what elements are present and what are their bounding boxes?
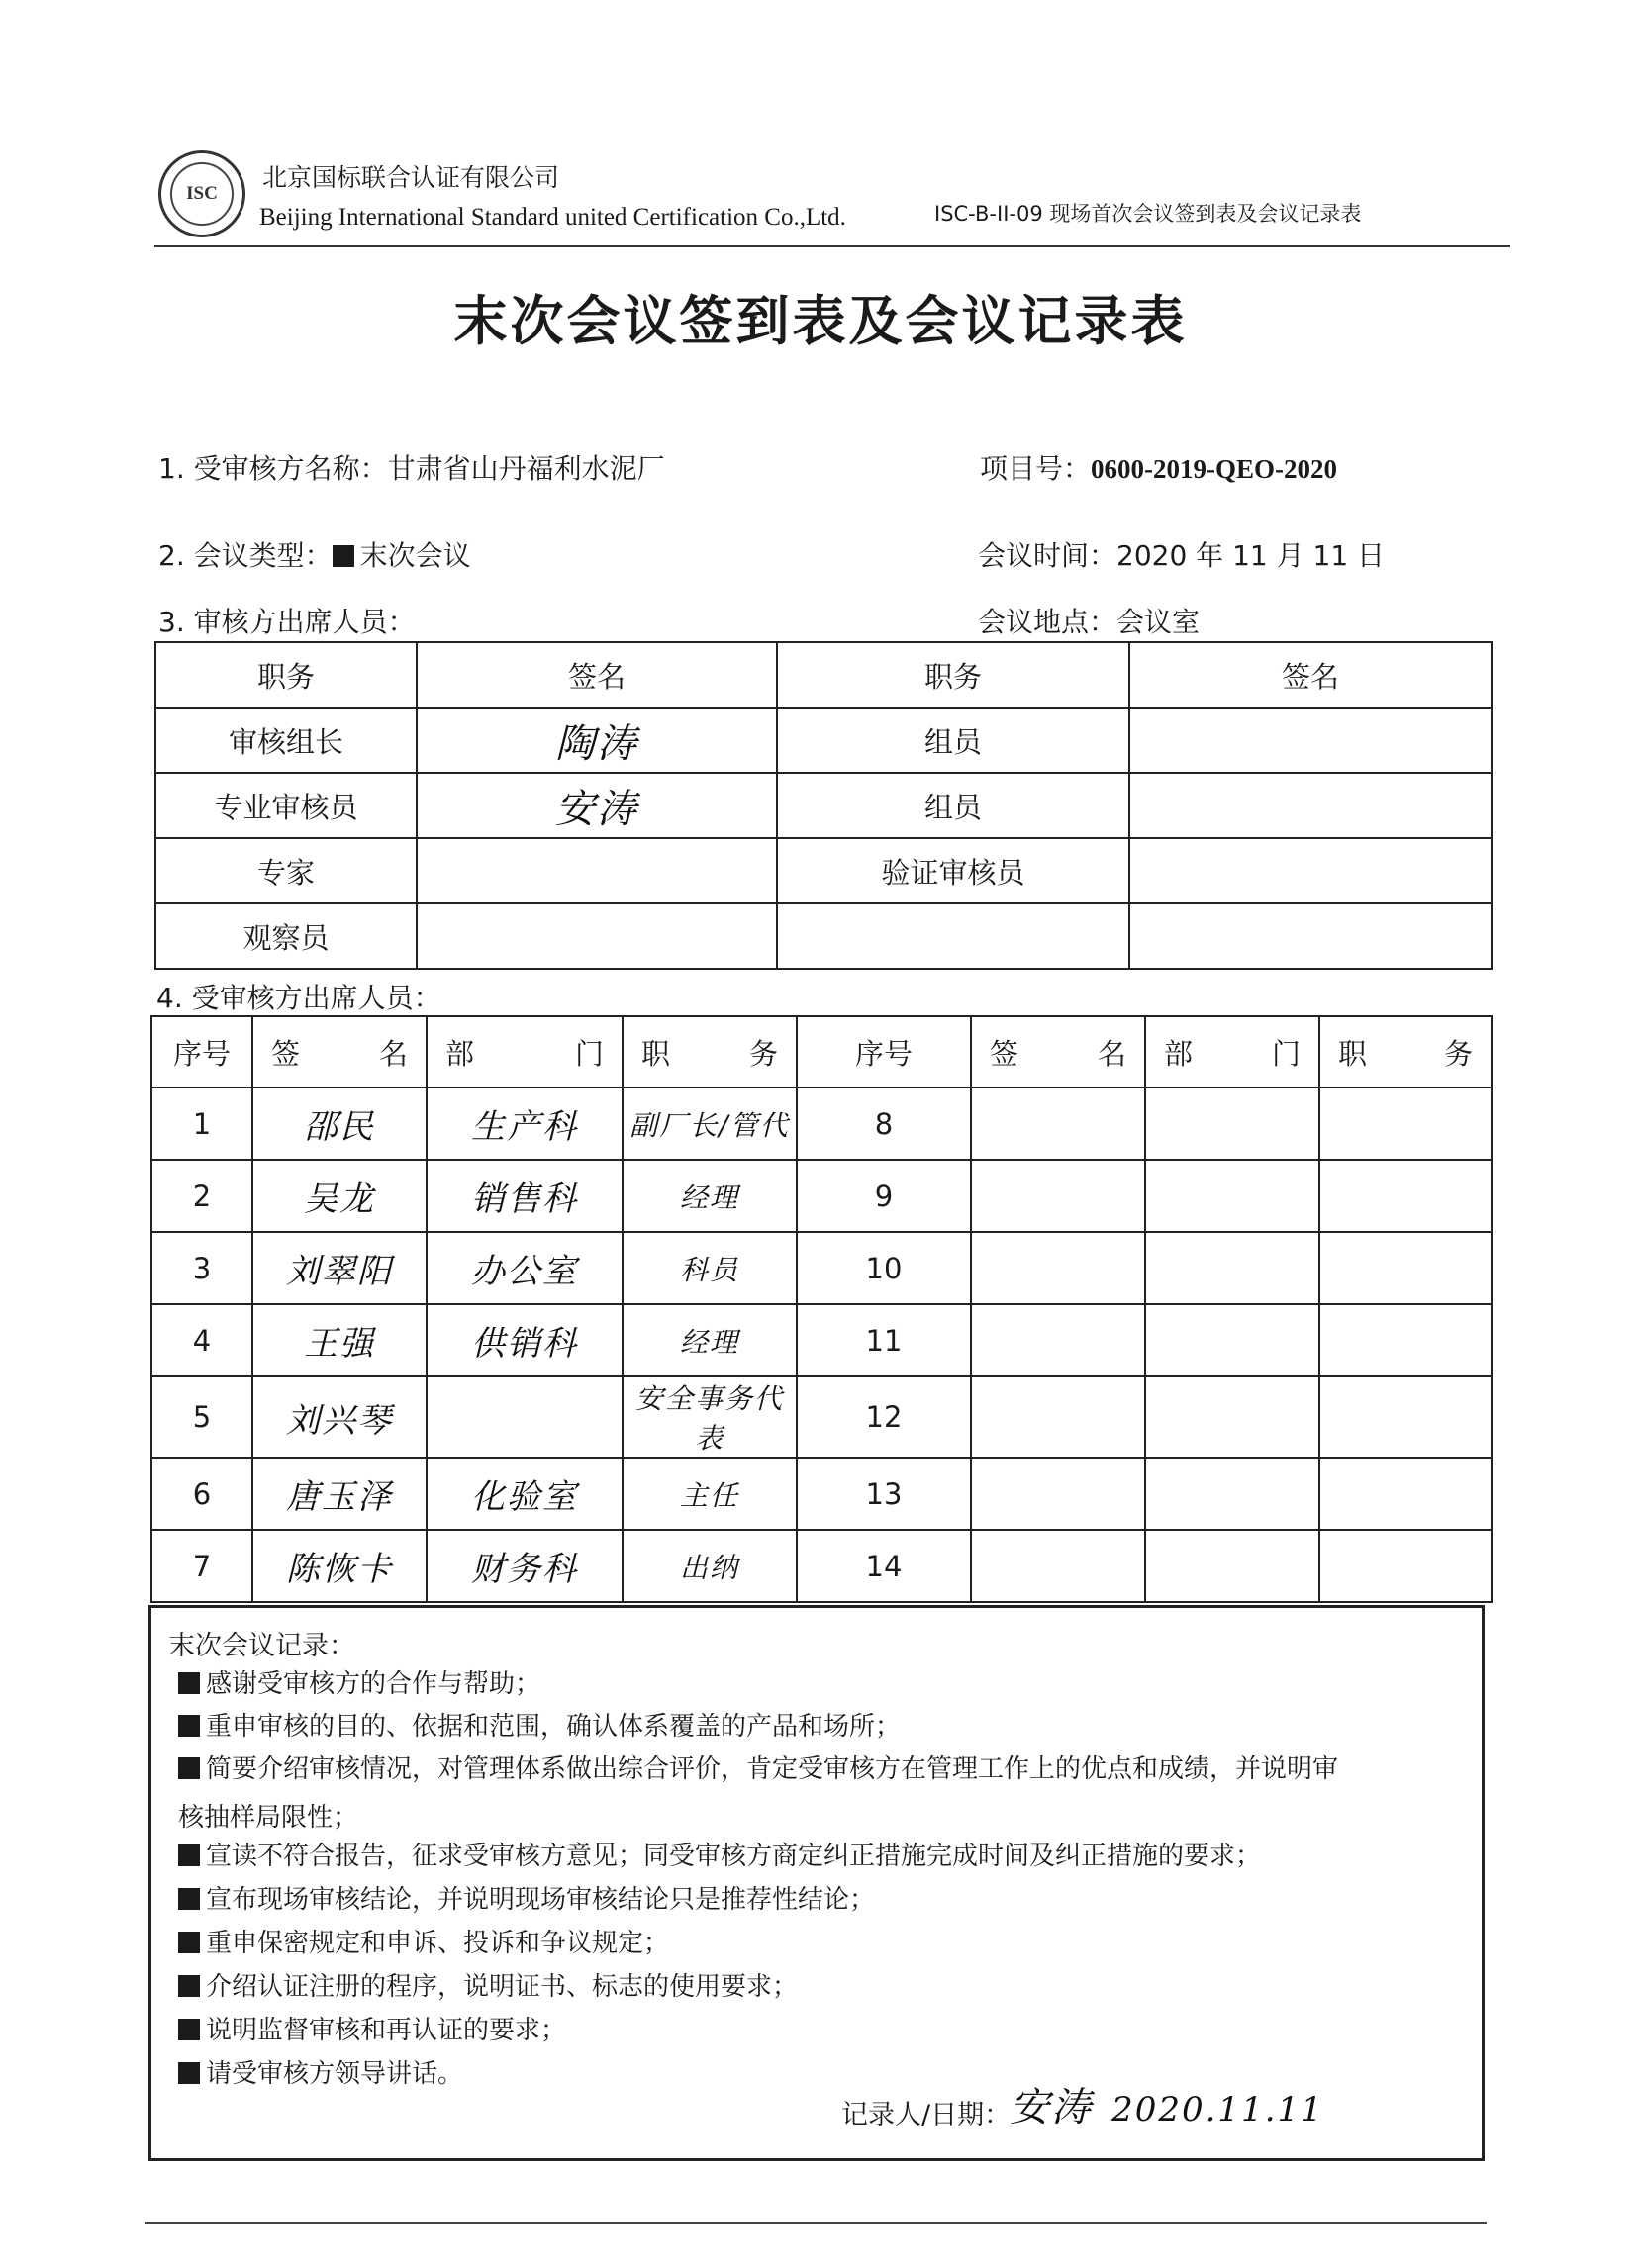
page-title: 末次会议签到表及会议记录表 [453, 290, 1188, 352]
signature-cell: 陶涛 [417, 708, 777, 773]
note-item [178, 1749, 1465, 1789]
auditee-value: 甘肃省山丹福利水泥厂 [387, 452, 665, 485]
notes-title: 末次会议记录： [168, 1631, 355, 1661]
location-field [978, 601, 1200, 640]
name-cell: 刘兴琴 [252, 1376, 427, 1458]
role-cell-2 [777, 903, 1129, 969]
auditor-table-header [155, 642, 1492, 708]
company-name-cn: 北京国标联合认证有限公司 [262, 163, 560, 192]
role-cell-2: 验证审核员 [777, 838, 1129, 903]
bullet-square-icon [178, 1844, 200, 1866]
no-cell-2: 11 [797, 1304, 971, 1376]
position-cell: 出纳 [623, 1530, 797, 1602]
name-cell-2 [971, 1087, 1145, 1160]
bullet-square-icon [178, 1888, 200, 1910]
note-item [178, 1707, 1465, 1747]
name-cell-2 [971, 1530, 1145, 1602]
signature-cell-2 [1129, 773, 1492, 838]
header-dept-2: 部 门 [1145, 1016, 1319, 1087]
no-cell-2: 12 [797, 1376, 971, 1458]
note-text: 请受审核方领导讲话。 [206, 2059, 464, 2089]
bullet-square-icon [178, 2019, 200, 2040]
dept-cell-2 [1145, 1530, 1319, 1602]
role-cell-2: 组员 [777, 773, 1129, 838]
header-divider [154, 245, 1510, 247]
note-text: 简要介绍审核情况，对管理体系做出综合评价，肯定受审核方在管理工作上的优点和成绩，并说明审 [206, 1754, 1339, 1784]
note-text: 重申审核的目的、依据和范围，确认体系覆盖的产品和场所； [206, 1712, 902, 1742]
no-cell: 6 [151, 1458, 252, 1530]
no-cell-2: 14 [797, 1530, 971, 1602]
role-cell: 观察员 [155, 903, 417, 969]
signature-cell-2 [1129, 708, 1492, 773]
header-position-2: 职 务 [1319, 1016, 1492, 1087]
table-row [151, 1530, 1492, 1602]
header-name-2: 签 名 [971, 1016, 1145, 1087]
note-text: 宣读不符合报告，征求受审核方意见；同受审核方商定纠正措施完成时间及纠正措施的要求； [206, 1842, 1262, 1871]
name-cell: 陈恢卡 [252, 1530, 427, 1602]
position-cell: 副厂长/管代 [623, 1087, 797, 1160]
recorder-signature: 安涛 [1010, 2085, 1093, 2130]
auditors-label: 3. 审核方出席人员： [158, 606, 416, 638]
dept-cell-2 [1145, 1376, 1319, 1458]
header-signature: 签名 [417, 642, 777, 708]
dept-cell: 销售科 [427, 1160, 623, 1232]
recorder-date: 2020.11.11 [1111, 2090, 1324, 2129]
role-cell-2: 组员 [777, 708, 1129, 773]
role-cell: 专家 [155, 838, 417, 903]
signature-cell [417, 903, 777, 969]
position-cell-2 [1319, 1232, 1492, 1304]
position-cell: 经理 [623, 1304, 797, 1376]
no-cell-2: 9 [797, 1160, 971, 1232]
table-row [151, 1160, 1492, 1232]
company-logo [158, 150, 245, 237]
header-role-2: 职务 [777, 642, 1129, 708]
table-row [151, 1087, 1492, 1160]
signature-cell-2 [1129, 903, 1492, 969]
role-cell: 审核组长 [155, 708, 417, 773]
table-row [151, 1376, 1492, 1458]
bullet-square-icon [178, 1757, 200, 1779]
no-cell-2: 10 [797, 1232, 971, 1304]
bullet-square-icon [178, 1932, 200, 1953]
name-cell-2 [971, 1376, 1145, 1458]
signature-cell: 安涛 [417, 773, 777, 838]
name-cell-2 [971, 1232, 1145, 1304]
dept-cell [427, 1376, 623, 1458]
footer-divider [145, 2222, 1487, 2224]
location-value: 会议室 [1116, 606, 1201, 638]
name-cell-2 [971, 1160, 1145, 1232]
form-code: ISC-B-II-09 现场首次会议签到表及会议记录表 [934, 202, 1362, 226]
location-label: 会议地点： [978, 606, 1117, 638]
recorder-signature-block [1010, 2076, 1324, 2132]
signature-cell [417, 838, 777, 903]
note-item [178, 1924, 1465, 1963]
position-cell: 科员 [623, 1232, 797, 1304]
no-cell: 1 [151, 1087, 252, 1160]
table-row [151, 1458, 1492, 1530]
table-row [155, 708, 1492, 773]
position-cell: 经理 [623, 1160, 797, 1232]
note-item [178, 1664, 1465, 1704]
auditee-field [158, 447, 665, 487]
dept-cell: 生产科 [427, 1087, 623, 1160]
bullet-square-icon [178, 1975, 200, 1997]
note-item [178, 1967, 1465, 2007]
no-cell: 3 [151, 1232, 252, 1304]
no-cell: 7 [151, 1530, 252, 1602]
dept-cell: 财务科 [427, 1530, 623, 1602]
header-dept: 部 门 [427, 1016, 623, 1087]
position-cell-2 [1319, 1304, 1492, 1376]
dept-cell: 办公室 [427, 1232, 623, 1304]
header-no: 序号 [151, 1016, 252, 1087]
name-cell: 邵民 [252, 1087, 427, 1160]
bullet-square-icon [178, 2062, 200, 2084]
dept-cell: 供销科 [427, 1304, 623, 1376]
project-value: 0600-2019-QEO-2020 [1091, 454, 1338, 484]
dept-cell-2 [1145, 1304, 1319, 1376]
no-cell: 5 [151, 1376, 252, 1458]
logo-text: ISC [170, 162, 234, 226]
project-field [980, 447, 1337, 487]
no-cell: 4 [151, 1304, 252, 1376]
name-cell-2 [971, 1458, 1145, 1530]
position-cell-2 [1319, 1376, 1492, 1458]
meeting-type-label: 2. 会议类型： [158, 539, 333, 572]
note-item [178, 1880, 1465, 1920]
no-cell-2: 8 [797, 1087, 971, 1160]
dept-cell-2 [1145, 1087, 1319, 1160]
name-cell: 刘翠阳 [252, 1232, 427, 1304]
position-cell: 主任 [623, 1458, 797, 1530]
dept-cell: 化验室 [427, 1458, 623, 1530]
position-cell-2 [1319, 1530, 1492, 1602]
note-text: 感谢受审核方的合作与帮助； [206, 1669, 541, 1699]
auditor-table [154, 641, 1493, 970]
bullet-square-icon [178, 1715, 200, 1737]
name-cell: 吴龙 [252, 1160, 427, 1232]
signature-cell-2 [1129, 838, 1492, 903]
meeting-type-field [158, 534, 471, 574]
table-row [151, 1232, 1492, 1304]
no-cell: 2 [151, 1160, 252, 1232]
attendee-table-header [151, 1016, 1492, 1087]
meeting-time-field [978, 534, 1385, 574]
auditee-staff-label: 4. 受审核方出席人员： [156, 982, 441, 1014]
attendee-rows [151, 1087, 1492, 1602]
note-item [178, 1837, 1465, 1876]
meeting-time-label: 会议时间： [978, 539, 1117, 572]
company-name-en: Beijing International Standard united Certification Co.,Ltd. [259, 204, 846, 231]
dept-cell-2 [1145, 1160, 1319, 1232]
dept-cell-2 [1145, 1232, 1319, 1304]
note-item [178, 2011, 1465, 2050]
auditee-label: 1. 受审核方名称： [158, 452, 388, 485]
no-cell-2: 13 [797, 1458, 971, 1530]
header-no-2: 序号 [797, 1016, 971, 1087]
recorder-label: 记录人/日期： [841, 2100, 1012, 2130]
position-cell-2 [1319, 1087, 1492, 1160]
header-position: 职 务 [623, 1016, 797, 1087]
table-row [155, 773, 1492, 838]
note-text: 宣布现场审核结论，并说明现场审核结论只是推荐性结论； [206, 1885, 876, 1915]
note-text: 介绍认证注册的程序，说明证书、标志的使用要求； [206, 1972, 799, 2002]
meeting-time-value: 2020 年 11 月 11 日 [1116, 539, 1386, 572]
bullet-square-icon [178, 1672, 200, 1694]
name-cell: 唐玉泽 [252, 1458, 427, 1530]
project-label: 项目号： [980, 452, 1092, 485]
note-text: 重申保密规定和申诉、投诉和争议规定； [206, 1929, 670, 1958]
dept-cell-2 [1145, 1458, 1319, 1530]
header-name: 签 名 [252, 1016, 427, 1087]
attendee-table [150, 1015, 1493, 1603]
note-text: 说明监督审核和再认证的要求； [206, 2016, 567, 2045]
checked-box-icon [333, 545, 354, 567]
position-cell: 安全事务代表 [623, 1376, 797, 1458]
header-signature-2: 签名 [1129, 642, 1492, 708]
header-role: 职务 [155, 642, 417, 708]
name-cell-2 [971, 1304, 1145, 1376]
meeting-type-value: 末次会议 [359, 539, 471, 572]
note-item-continued: 核抽样局限性； [178, 1803, 359, 1833]
table-row [155, 903, 1492, 969]
position-cell-2 [1319, 1458, 1492, 1530]
table-row [155, 838, 1492, 903]
table-row [151, 1304, 1492, 1376]
name-cell: 王强 [252, 1304, 427, 1376]
role-cell: 专业审核员 [155, 773, 417, 838]
position-cell-2 [1319, 1160, 1492, 1232]
